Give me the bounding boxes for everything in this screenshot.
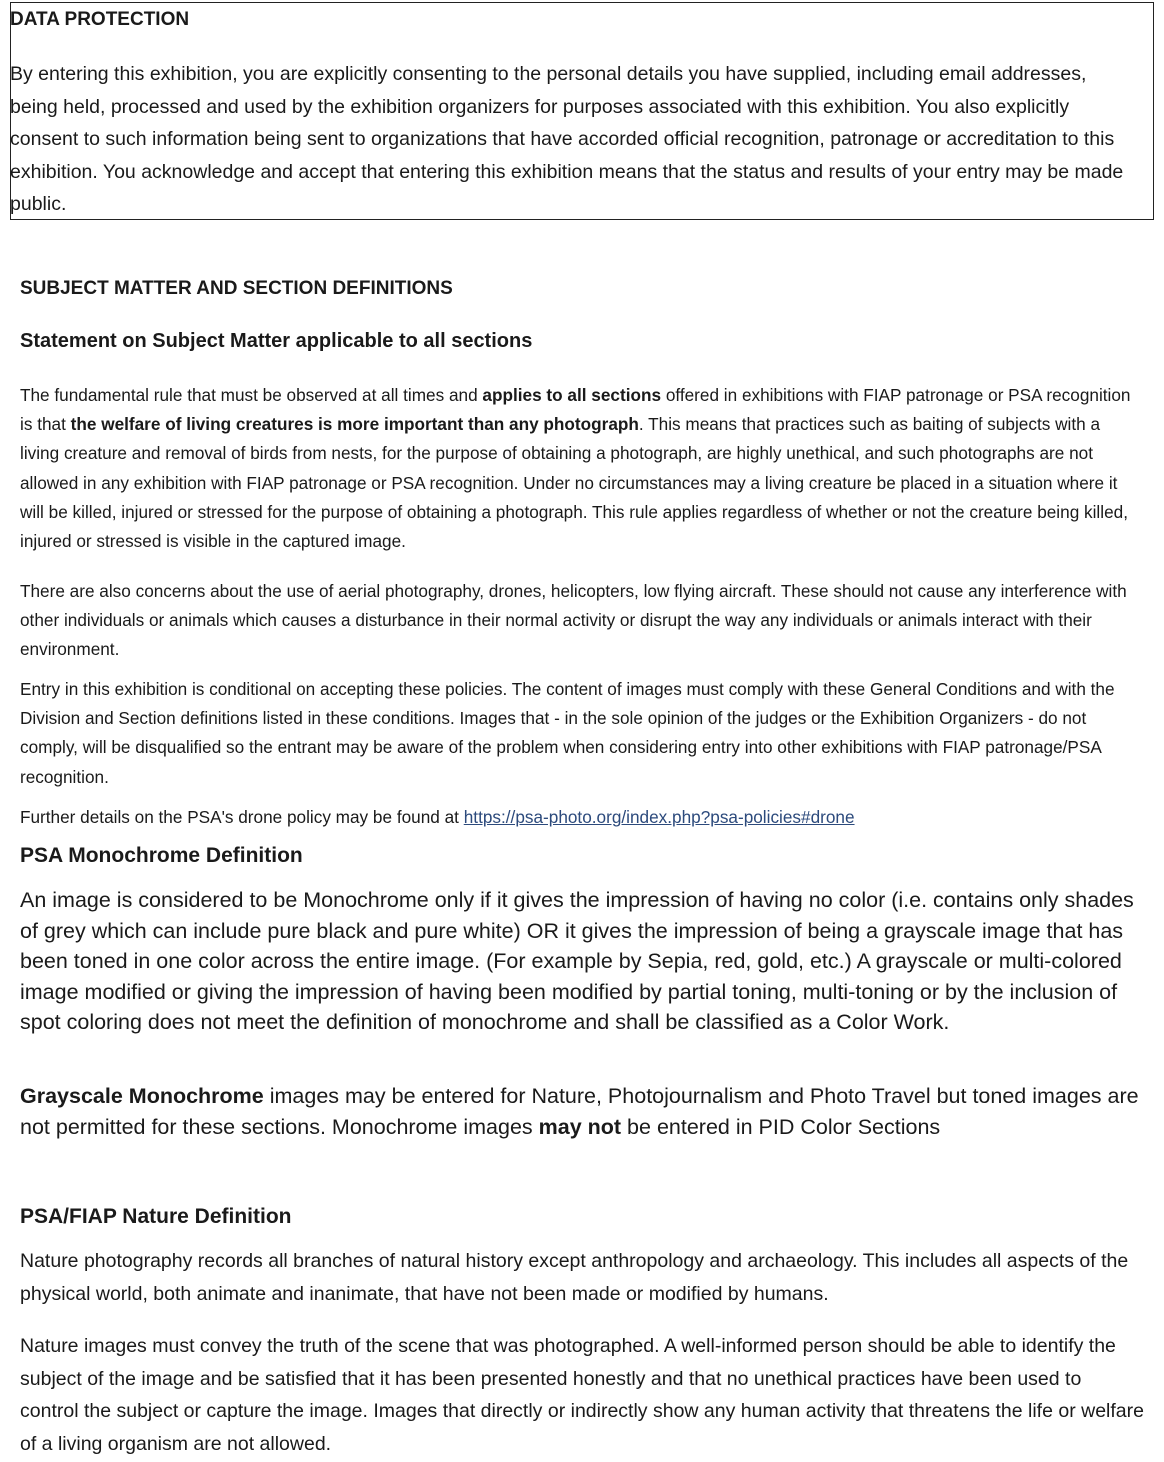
statement-text: The fundamental rule that must be observed at all times and xyxy=(20,385,483,405)
data-protection-text: By entering this exhibition, you are explicitly consenting to the personal details you have supplied, including email addresses, being held, processed and used by the exhibition organizers for purposes associated with this exhibition. You also explicitly consent to such information being sent to organizations that have accorded official recognition, patronage or accreditation to this exhibition. You acknowledge and accept that entering this exhibition means that the status and results of your entry may be made public. xyxy=(10,63,1124,215)
drone-policy-link[interactable]: https://psa-photo.org/index.php?psa-policies#drone xyxy=(463,807,855,827)
grayscale-emphasis: Grayscale Monochrome xyxy=(20,1084,264,1108)
monochrome-definition-title: PSA Monochrome Definition xyxy=(20,844,303,867)
nature-definition-title: PSA/FIAP Nature Definition xyxy=(20,1205,292,1228)
statement-emphasis: the welfare of living creatures is more important than any photograph xyxy=(70,414,639,435)
drone-policy-text: Further details on the PSA's drone policy may be found at xyxy=(20,807,464,827)
statement-emphasis: applies to all sections xyxy=(482,385,662,405)
statement-text: . This means that practices such as baiting of subjects with a living creature and removal of birds from nests, for the purpose of obtaining a photograph, are highly unethical, and such photographs are not allowed in any exhibition with FIAP patronage or PSA recognition. Under no circumstances may a living creature be placed in a situation where it will be killed, injured or stressed for the purpose of obtaining a photograph. This rule applies regardless of whether or not the creature being killed, injured or stressed is visible in the captured image. xyxy=(20,414,1128,552)
subject-matter-title: SUBJECT MATTER AND SECTION DEFINITIONS xyxy=(20,278,453,299)
aerial-photography-paragraph: There are also concerns about the use of aerial photography, drones, helicopters, low flying aircraft. These should not cause any interference with other individuals or animals which causes a disturbance in their normal activity or disrupt the way any individuals or animals interact with their environment. xyxy=(20,581,1127,660)
monochrome-definition-text: An image is considered to be Monochrome only if it gives the impression of having no color (i.e. contains only shades of grey which can include pure black and pure white) OR it gives the impression of being a grayscale image that has been toned in one color across the entire image. (For example by Sepia, red, gold, etc.) A grayscale or multi-colored image modified or giving the impression of having been modified by partial toning, multi-toning or by the inclusion of spot coloring does not meet the definition of monochrome and shall be classified as a Color Work. xyxy=(20,888,1134,1034)
statement-title: Statement on Subject Matter applicable to all sections xyxy=(20,330,533,352)
nature-paragraph-1: Nature photography records all branches of natural history except anthropology and archaeology. This includes all aspects of the physical world, both animate and inanimate, that have not been made or modified by humans. xyxy=(20,1250,1129,1305)
nature-paragraph-2: Nature images must convey the truth of the scene that was photographed. A well-informed person should be able to identify the subject of the image and be satisfied that it has been presented honestly and that no unethical practices have been used to control the subject or capture the image. Images that directly or indirectly show any human activity that threatens the life or welfare of a living organism are not allowed. xyxy=(20,1335,1144,1455)
entry-conditions-paragraph: Entry in this exhibition is conditional on accepting these policies. The content of images must comply with these General Conditions and with the Division and Section definitions listed in these conditions. Images that - in the sole opinion of the judges or the Exhibition Organizers - do not comply, will be disqualified so the entrant may be aware of the problem when considering entry into other exhibitions with FIAP patronage/PSA recognition. xyxy=(20,679,1115,787)
grayscale-text: be entered in PID Color Sections xyxy=(621,1114,941,1139)
grayscale-text: images may be entered for Nature, Photojournalism and Photo Travel but toned images are not permitted for these sections. Monochrome images xyxy=(20,1084,1139,1139)
data-protection-title: DATA PROTECTION xyxy=(10,9,190,30)
drone-policy-paragraph xyxy=(20,803,1142,832)
may-not-emphasis: may not xyxy=(538,1114,622,1139)
statement-text: offered in exhibitions with FIAP patronage or PSA recognition is that xyxy=(20,385,1131,435)
grayscale-paragraph xyxy=(20,1081,1145,1142)
statement-paragraph-1 xyxy=(20,381,1142,556)
